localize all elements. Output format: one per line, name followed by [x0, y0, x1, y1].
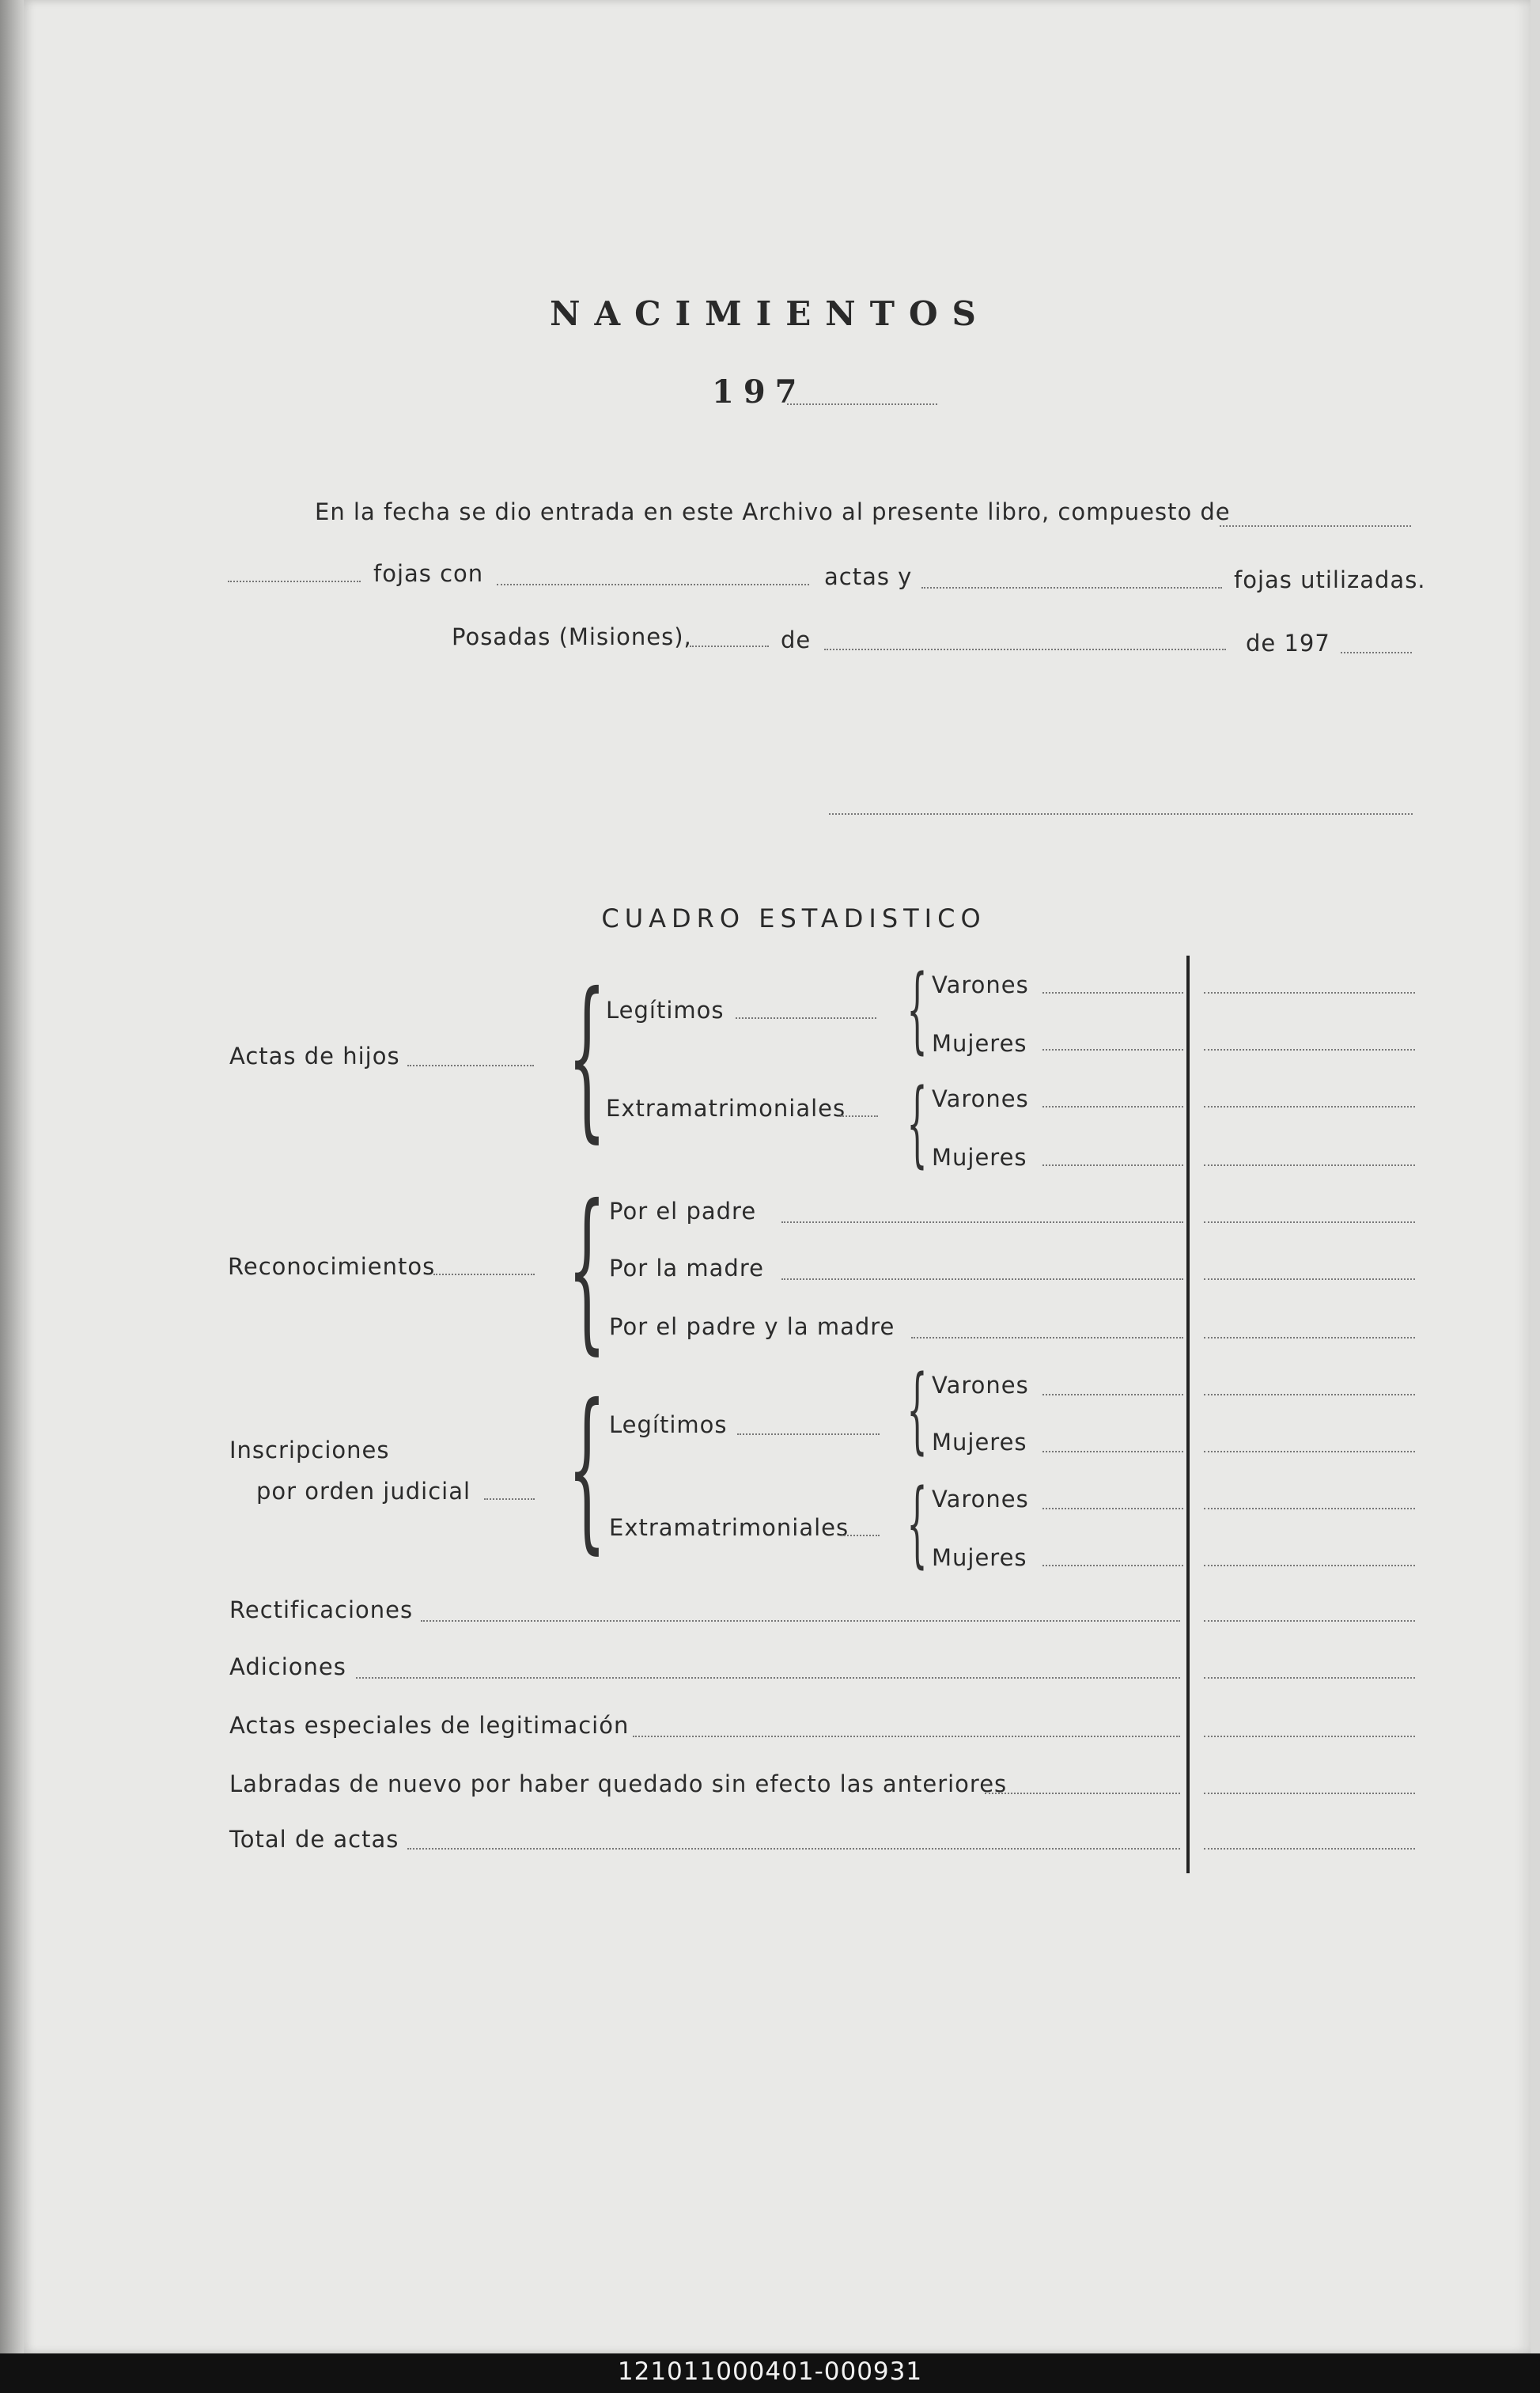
mujeres-label-3: Mujeres	[932, 1429, 1027, 1456]
book-spine	[0, 0, 24, 2353]
rectificaciones-dots	[421, 1620, 1180, 1622]
right-entry-13	[1204, 1677, 1415, 1679]
intro-de-197: de 197	[1246, 630, 1330, 657]
fojas-total-blank	[1220, 525, 1411, 527]
intro-fojas-con: fojas con	[373, 560, 484, 587]
actas-blank	[497, 584, 809, 585]
document-page	[24, 0, 1531, 2353]
year-suffix-blank	[1341, 652, 1412, 653]
varones-dots-2	[1042, 1106, 1183, 1108]
legitimos-brace: {	[906, 954, 928, 1063]
intro-posadas: Posadas (Misiones),	[452, 623, 692, 650]
right-entry-7	[1204, 1337, 1415, 1338]
right-entry-3	[1204, 1106, 1415, 1108]
right-entry-4	[1204, 1164, 1415, 1166]
varones-label-3: Varones	[932, 1372, 1029, 1399]
varones-dots-4	[1042, 1508, 1183, 1509]
mujeres-dots-1	[1042, 1049, 1183, 1051]
year-label: 197	[712, 373, 807, 411]
por-madre-dots	[781, 1278, 1183, 1280]
extramatrimoniales-brace-2: {	[906, 1468, 928, 1577]
por-madre-label: Por la madre	[609, 1255, 764, 1282]
varones-label-4: Varones	[932, 1486, 1029, 1513]
por-orden-dots	[484, 1498, 535, 1500]
intro-actas-y: actas y	[824, 563, 913, 590]
legitimos-label-2: Legítimos	[609, 1411, 728, 1438]
varones-label-1: Varones	[932, 971, 1029, 998]
right-entry-8	[1204, 1394, 1415, 1395]
table-divider	[1186, 956, 1190, 1873]
right-entry-16	[1204, 1848, 1415, 1850]
right-entry-5	[1204, 1221, 1415, 1223]
month-blank	[824, 649, 1226, 650]
varones-label-2: Varones	[932, 1085, 1029, 1112]
varones-dots-1	[1042, 992, 1183, 994]
reconocimientos-dots	[433, 1274, 535, 1275]
fojas-blank	[228, 581, 361, 582]
actas-hijos-label: Actas de hijos	[229, 1043, 400, 1070]
signature-line	[829, 813, 1413, 815]
legitimos-dots	[736, 1017, 876, 1019]
page-title: NACIMIENTOS	[550, 294, 990, 333]
labradas-label: Labradas de nuevo por haber quedado sin efecto las anteriores	[229, 1770, 1008, 1797]
right-entry-9	[1204, 1451, 1415, 1452]
por-padre-dots	[781, 1221, 1183, 1223]
total-label: Total de actas	[229, 1826, 399, 1853]
archive-code: 121011000401-000931	[617, 2357, 923, 2386]
extramatrimoniales-dots-2	[842, 1535, 880, 1536]
actas-especiales-dots	[633, 1736, 1180, 1737]
actas-hijos-brace: {	[567, 956, 607, 1158]
intro-line-1: En la fecha se dio entrada en este Archivo al presente libro, compuesto de	[315, 498, 1231, 525]
legitimos-brace-2: {	[906, 1354, 928, 1463]
mujeres-dots-3	[1042, 1451, 1183, 1452]
actas-especiales-label: Actas especiales de legitimación	[229, 1712, 630, 1739]
por-orden-label: por orden judicial	[256, 1478, 471, 1505]
legitimos-dots-2	[737, 1433, 880, 1435]
adiciones-dots	[356, 1677, 1180, 1679]
right-entry-11	[1204, 1565, 1415, 1566]
right-entry-1	[1204, 992, 1415, 994]
varones-dots-3	[1042, 1394, 1183, 1395]
year-blank	[787, 403, 937, 405]
mujeres-label-4: Mujeres	[932, 1544, 1027, 1571]
adiciones-label: Adiciones	[229, 1653, 346, 1680]
intro-fojas-utilizadas: fojas utilizadas.	[1234, 566, 1426, 593]
por-ambos-dots	[911, 1337, 1183, 1338]
right-entry-6	[1204, 1278, 1415, 1280]
labradas-dots	[985, 1793, 1180, 1794]
inscripciones-label: Inscripciones	[229, 1437, 390, 1463]
mujeres-dots-2	[1042, 1164, 1183, 1166]
reconocimientos-label: Reconocimientos	[228, 1253, 436, 1280]
mujeres-label-1: Mujeres	[932, 1030, 1027, 1057]
stats-title: CUADRO ESTADISTICO	[601, 903, 986, 933]
extramatrimoniales-label-2: Extramatrimoniales	[609, 1514, 849, 1541]
intro-de: de	[781, 627, 812, 653]
reconocimientos-brace: {	[567, 1168, 607, 1370]
por-ambos-label: Por el padre y la madre	[609, 1313, 895, 1340]
fojas-utilizadas-blank	[921, 587, 1222, 589]
right-entry-15	[1204, 1793, 1415, 1794]
actas-hijos-dots	[407, 1065, 534, 1066]
por-padre-label: Por el padre	[609, 1198, 757, 1225]
right-entry-10	[1204, 1508, 1415, 1509]
legitimos-label: Legítimos	[606, 997, 725, 1024]
extramatrimoniales-label-1: Extramatrimoniales	[606, 1095, 846, 1122]
rectificaciones-label: Rectificaciones	[229, 1596, 414, 1623]
inscripciones-brace: {	[567, 1367, 607, 1569]
right-entry-2	[1204, 1049, 1415, 1051]
right-entry-14	[1204, 1736, 1415, 1737]
mujeres-dots-4	[1042, 1565, 1183, 1566]
day-blank	[690, 646, 769, 647]
total-dots	[407, 1848, 1180, 1850]
right-entry-12	[1204, 1620, 1415, 1622]
mujeres-label-2: Mujeres	[932, 1144, 1027, 1171]
extramatrimoniales-dots-1	[840, 1115, 878, 1117]
extramatrimoniales-brace-1: {	[906, 1068, 928, 1177]
